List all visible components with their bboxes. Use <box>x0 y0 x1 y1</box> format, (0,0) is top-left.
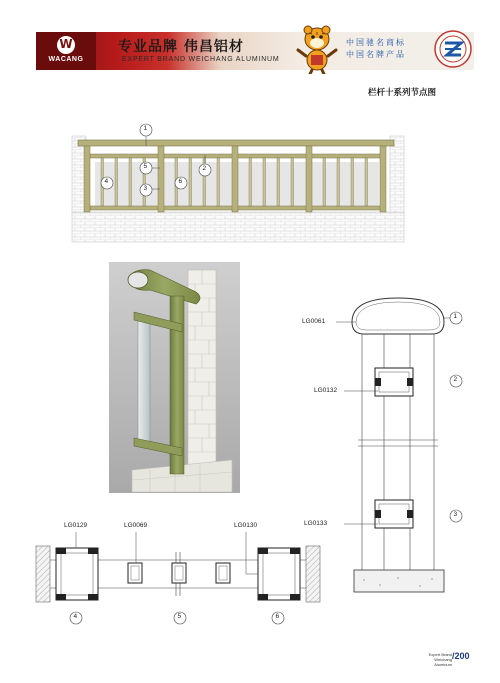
callout-elev-3: 3 <box>143 185 148 192</box>
page-number: /200 <box>452 651 470 661</box>
profile-label-top-rail: LG0061 <box>302 318 326 325</box>
callout-section-3: 3 <box>453 511 458 518</box>
callout-hsection-6: 6 <box>275 613 280 620</box>
logo-text: WACANG <box>48 56 84 63</box>
profile-label-right-post: LG0130 <box>234 522 258 529</box>
footer-brand <box>418 652 452 667</box>
slogan-chinese: 专业品牌 伟昌铝材 <box>118 39 244 55</box>
callout-elev-1: 1 <box>143 125 148 132</box>
callout-elev-6: 6 <box>178 178 183 185</box>
profile-label-upper-post: LG0132 <box>314 387 338 394</box>
profile-label-lower-post: LG0133 <box>304 520 328 527</box>
callout-section-2: 2 <box>453 376 458 383</box>
drawing-title: 栏杆十系列节点图 <box>368 88 437 98</box>
callout-hsection-4: 4 <box>73 613 78 620</box>
footer-brand-line-2: Weichang Aluminum <box>434 657 452 667</box>
profile-label-left-post: LG0129 <box>64 522 88 529</box>
callout-elev-2: 2 <box>202 165 207 172</box>
callout-section-1: 1 <box>453 313 458 320</box>
slogan-english: EXPERT BRAND WEICHANG ALUMINUM <box>122 56 280 63</box>
award-line-2: 中国名牌产品 <box>346 50 406 59</box>
callout-hsection-5: 5 <box>177 613 182 620</box>
callout-elev-4: 4 <box>104 178 109 185</box>
profile-label-baluster: LG0069 <box>124 522 148 529</box>
award-line-1: 中国驰名商标 <box>346 38 406 47</box>
callout-elev-5: 5 <box>143 163 148 170</box>
footer-brand-line-1: Expert Brand <box>428 652 452 657</box>
